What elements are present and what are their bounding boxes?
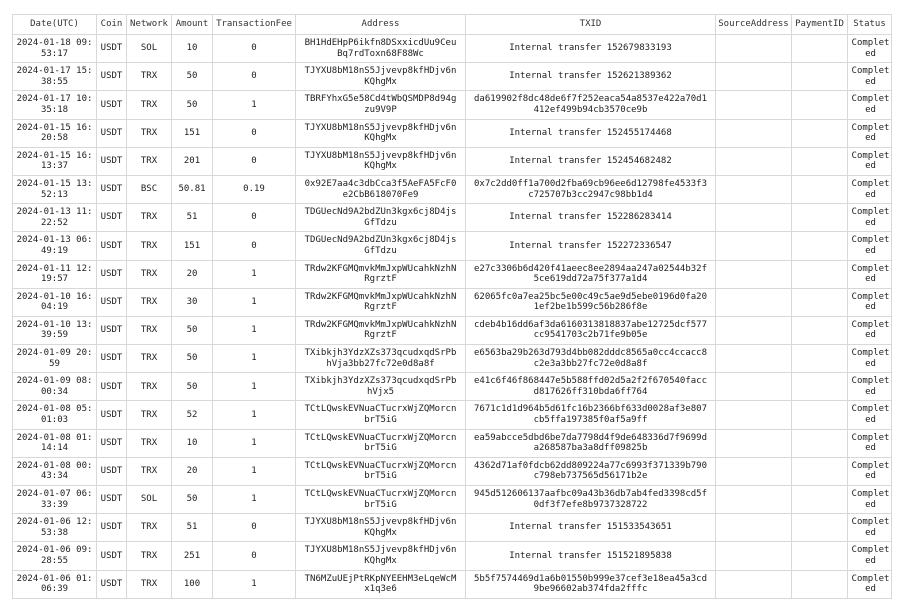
cell-date: 2024-01-18 09:53:17: [13, 35, 97, 63]
cell-network: TRX: [127, 147, 172, 175]
col-status: Status: [848, 15, 892, 35]
col-transaction-fee: TransactionFee: [213, 15, 296, 35]
cell-source-address: [716, 91, 792, 119]
cell-date: 2024-01-13 06:49:19: [13, 232, 97, 260]
cell-txid: Internal transfer 152286283414: [466, 204, 716, 232]
cell-address: BH1HdEHpP6ikfn8DSxxicdUu9CeuBq7rdToxn68F88Wc: [296, 35, 466, 63]
cell-fee: 0: [213, 542, 296, 570]
cell-fee: 1: [213, 401, 296, 429]
cell-txid: Internal transfer 151521895838: [466, 542, 716, 570]
cell-date: 2024-01-08 05:01:03: [13, 401, 97, 429]
cell-payment-id: [792, 457, 848, 485]
cell-date: 2024-01-15 13:52:13: [13, 175, 97, 203]
cell-source-address: [716, 147, 792, 175]
cell-address: TBRFYhxG5e58Cd4tWbQSMDP8d94gzu9V9P: [296, 91, 466, 119]
table-header: [13, 15, 892, 35]
cell-status: Completed: [848, 288, 892, 316]
col-date: Date(UTC): [13, 15, 97, 35]
cell-payment-id: [792, 542, 848, 570]
cell-address: TRdw2KFGMQmvkMmJxpWUcahkNzhNRgrztF: [296, 288, 466, 316]
cell-status: Completed: [848, 260, 892, 288]
cell-date: 2024-01-06 01:06:39: [13, 570, 97, 598]
cell-payment-id: [792, 514, 848, 542]
cell-network: TRX: [127, 63, 172, 91]
col-address: Address: [296, 15, 466, 35]
cell-date: 2024-01-15 16:13:37: [13, 147, 97, 175]
cell-source-address: [716, 373, 792, 401]
cell-date: 2024-01-10 13:39:59: [13, 316, 97, 344]
cell-address: TCtLQwskEVNuaCTucrxWjZQMorcnbrT5iG: [296, 401, 466, 429]
cell-amount: 10: [172, 429, 213, 457]
cell-fee: 0: [213, 204, 296, 232]
cell-amount: 30: [172, 288, 213, 316]
cell-status: Completed: [848, 35, 892, 63]
cell-address: TXibkjh3YdzXZs373qcudxqdSrPbhVja3bb27fc72e0d8a8f: [296, 345, 466, 373]
cell-address: TXibkjh3YdzXZs373qcudxqdSrPbhVjx5: [296, 373, 466, 401]
cell-txid: e6563ba29b263d793d4bb082dddc8565a0cc4ccacc8c2e3a3bb27fc72e0d8a8f: [466, 345, 716, 373]
cell-coin: USDT: [97, 147, 127, 175]
cell-date: 2024-01-07 06:33:39: [13, 486, 97, 514]
cell-payment-id: [792, 288, 848, 316]
cell-txid: Internal transfer 152621389362: [466, 63, 716, 91]
cell-amount: 50: [172, 373, 213, 401]
cell-status: Completed: [848, 63, 892, 91]
cell-coin: USDT: [97, 119, 127, 147]
cell-payment-id: [792, 345, 848, 373]
cell-address: TJYXU8bM18nS5Jjvevp8kfHDjv6nKQhgMx: [296, 514, 466, 542]
cell-coin: USDT: [97, 373, 127, 401]
cell-address: TJYXU8bM18nS5Jjvevp8kfHDjv6nKQhgMx: [296, 119, 466, 147]
cell-address: TJYXU8bM18nS5Jjvevp8kfHDjv6nKQhgMx: [296, 542, 466, 570]
cell-txid: 945d512606137aafbc09a43b36db7ab4fed3398cd5f0df3f7efe8b9737328722: [466, 486, 716, 514]
cell-address: 0x92E7aa4c3dbCca3f5AeFA5FcF0e2CbB618070Fe9: [296, 175, 466, 203]
cell-amount: 20: [172, 260, 213, 288]
cell-txid: 4362d71af0fdcb62dd809224a77c6993f371339b790c798eb737565d56171b2e: [466, 457, 716, 485]
table-row: [13, 401, 892, 429]
cell-status: Completed: [848, 232, 892, 260]
cell-network: SOL: [127, 35, 172, 63]
cell-date: 2024-01-10 16:04:19: [13, 288, 97, 316]
cell-status: Completed: [848, 91, 892, 119]
table-body: [13, 35, 892, 599]
col-txid: TXID: [466, 15, 716, 35]
cell-coin: USDT: [97, 514, 127, 542]
table-row: [13, 457, 892, 485]
cell-fee: 1: [213, 260, 296, 288]
cell-txid: Internal transfer 152455174468: [466, 119, 716, 147]
cell-address: TCtLQwskEVNuaCTucrxWjZQMorcnbrT5iG: [296, 457, 466, 485]
cell-fee: 1: [213, 373, 296, 401]
cell-date: 2024-01-15 16:20:58: [13, 119, 97, 147]
cell-source-address: [716, 35, 792, 63]
cell-payment-id: [792, 119, 848, 147]
cell-fee: 0: [213, 63, 296, 91]
col-payment-id: PaymentID: [792, 15, 848, 35]
table-row: [13, 514, 892, 542]
table-row: [13, 345, 892, 373]
cell-address: TN6MZuUEjPtRKpNYEEHM3eLqeWcMx1q3e6: [296, 570, 466, 598]
cell-status: Completed: [848, 401, 892, 429]
cell-address: TRdw2KFGMQmvkMmJxpWUcahkNzhNRgrztF: [296, 316, 466, 344]
cell-amount: 100: [172, 570, 213, 598]
cell-network: BSC: [127, 175, 172, 203]
table-row: [13, 147, 892, 175]
cell-network: TRX: [127, 260, 172, 288]
cell-status: Completed: [848, 429, 892, 457]
cell-address: TJYXU8bM18nS5Jjvevp8kfHDjv6nKQhgMx: [296, 147, 466, 175]
cell-network: TRX: [127, 429, 172, 457]
cell-coin: USDT: [97, 63, 127, 91]
table-row: [13, 119, 892, 147]
cell-source-address: [716, 232, 792, 260]
cell-txid: da619902f8dc48de6f7f252eaca54a8537e422a70d1412ef499b94cb3570ce9b: [466, 91, 716, 119]
cell-coin: USDT: [97, 316, 127, 344]
cell-coin: USDT: [97, 175, 127, 203]
cell-payment-id: [792, 147, 848, 175]
cell-coin: USDT: [97, 542, 127, 570]
table-row: [13, 260, 892, 288]
cell-amount: 50: [172, 316, 213, 344]
cell-fee: 1: [213, 91, 296, 119]
cell-txid: Internal transfer 152679833193: [466, 35, 716, 63]
cell-coin: USDT: [97, 35, 127, 63]
cell-source-address: [716, 288, 792, 316]
cell-status: Completed: [848, 119, 892, 147]
cell-status: Completed: [848, 457, 892, 485]
cell-source-address: [716, 175, 792, 203]
cell-address: TRdw2KFGMQmvkMmJxpWUcahkNzhNRgrztF: [296, 260, 466, 288]
cell-source-address: [716, 260, 792, 288]
cell-txid: 7671c1d1d964b5d61fc16b2366bf633d0028af3e807cb5ffa197385f0af5a9ff: [466, 401, 716, 429]
cell-amount: 51: [172, 204, 213, 232]
cell-amount: 201: [172, 147, 213, 175]
withdrawal-history: [12, 14, 892, 599]
cell-txid: 0x7c2dd0ff1a700d2fba69cb96ee6d12798fe4533f3c725707b3cc2947c98bb1d4: [466, 175, 716, 203]
cell-payment-id: [792, 204, 848, 232]
cell-source-address: [716, 401, 792, 429]
cell-coin: USDT: [97, 345, 127, 373]
cell-source-address: [716, 429, 792, 457]
cell-source-address: [716, 63, 792, 91]
cell-source-address: [716, 457, 792, 485]
cell-network: TRX: [127, 345, 172, 373]
cell-network: TRX: [127, 401, 172, 429]
cell-coin: USDT: [97, 429, 127, 457]
col-coin: Coin: [97, 15, 127, 35]
cell-network: TRX: [127, 91, 172, 119]
cell-payment-id: [792, 401, 848, 429]
col-source-address: SourceAddress: [716, 15, 792, 35]
cell-amount: 151: [172, 232, 213, 260]
cell-fee: 0: [213, 147, 296, 175]
cell-coin: USDT: [97, 232, 127, 260]
cell-source-address: [716, 119, 792, 147]
cell-address: TCtLQwskEVNuaCTucrxWjZQMorcnbrT5iG: [296, 486, 466, 514]
transaction-table: [12, 14, 892, 599]
cell-amount: 52: [172, 401, 213, 429]
table-row: [13, 63, 892, 91]
cell-coin: USDT: [97, 570, 127, 598]
cell-status: Completed: [848, 345, 892, 373]
cell-address: TDGUecNd9A2bdZUn3kgx6cj8D4jsGfTdzu: [296, 204, 466, 232]
cell-date: 2024-01-09 08:00:34: [13, 373, 97, 401]
cell-source-address: [716, 204, 792, 232]
cell-payment-id: [792, 91, 848, 119]
cell-date: 2024-01-06 12:53:38: [13, 514, 97, 542]
cell-address: TJYXU8bM18nS5Jjvevp8kfHDjv6nKQhgMx: [296, 63, 466, 91]
cell-amount: 50: [172, 486, 213, 514]
cell-payment-id: [792, 486, 848, 514]
cell-fee: 0: [213, 514, 296, 542]
cell-payment-id: [792, 175, 848, 203]
cell-network: TRX: [127, 373, 172, 401]
cell-date: 2024-01-09 20:59: [13, 345, 97, 373]
cell-coin: USDT: [97, 204, 127, 232]
cell-network: TRX: [127, 542, 172, 570]
cell-date: 2024-01-13 11:22:52: [13, 204, 97, 232]
cell-fee: 1: [213, 288, 296, 316]
table-row: [13, 316, 892, 344]
cell-txid: 62065fc0a7ea25bc5e00c49c5ae9d5ebe0196d0fa201ef2be1b599c56b286f8e: [466, 288, 716, 316]
cell-date: 2024-01-06 09:28:55: [13, 542, 97, 570]
cell-network: TRX: [127, 288, 172, 316]
cell-coin: USDT: [97, 288, 127, 316]
cell-status: Completed: [848, 316, 892, 344]
cell-source-address: [716, 570, 792, 598]
cell-txid: ea59abcce5dbd6be7da7798d4f9de648336d7f9699da268587ba3a8dff09825b: [466, 429, 716, 457]
cell-payment-id: [792, 429, 848, 457]
cell-coin: USDT: [97, 260, 127, 288]
cell-fee: 0: [213, 35, 296, 63]
cell-date: 2024-01-17 15:38:55: [13, 63, 97, 91]
cell-network: SOL: [127, 486, 172, 514]
cell-date: 2024-01-08 01:14:14: [13, 429, 97, 457]
table-row: [13, 542, 892, 570]
cell-amount: 50.81: [172, 175, 213, 203]
cell-status: Completed: [848, 514, 892, 542]
cell-txid: cdeb4b16dd6af3da6160313818837abe12725dcf577cc9541703c2b71fe9b05e: [466, 316, 716, 344]
cell-source-address: [716, 514, 792, 542]
table-row: [13, 91, 892, 119]
cell-txid: 5b5f7574469d1a6b01550b999e37cef3e18ea45a3cd9be96602ab374fda2fffc: [466, 570, 716, 598]
cell-status: Completed: [848, 175, 892, 203]
cell-amount: 50: [172, 91, 213, 119]
cell-coin: USDT: [97, 486, 127, 514]
table-row: [13, 232, 892, 260]
cell-address: TDGUecNd9A2bdZUn3kgx6cj8D4jsGfTdzu: [296, 232, 466, 260]
cell-fee: 1: [213, 345, 296, 373]
cell-date: 2024-01-08 00:43:34: [13, 457, 97, 485]
cell-txid: Internal transfer 152272336547: [466, 232, 716, 260]
cell-payment-id: [792, 35, 848, 63]
cell-source-address: [716, 316, 792, 344]
cell-network: TRX: [127, 570, 172, 598]
cell-status: Completed: [848, 570, 892, 598]
cell-amount: 251: [172, 542, 213, 570]
cell-status: Completed: [848, 373, 892, 401]
cell-payment-id: [792, 232, 848, 260]
cell-fee: 1: [213, 486, 296, 514]
cell-date: 2024-01-11 12:19:57: [13, 260, 97, 288]
cell-network: TRX: [127, 514, 172, 542]
cell-network: TRX: [127, 204, 172, 232]
cell-txid: e27c3306b6d420f41aeec8ee2894aa247a02544b32f5ce619dd72a75f377a1d4: [466, 260, 716, 288]
cell-txid: Internal transfer 152454682482: [466, 147, 716, 175]
cell-coin: USDT: [97, 401, 127, 429]
cell-fee: 1: [213, 457, 296, 485]
cell-amount: 51: [172, 514, 213, 542]
cell-txid: Internal transfer 151533543651: [466, 514, 716, 542]
cell-status: Completed: [848, 486, 892, 514]
cell-payment-id: [792, 63, 848, 91]
table-row: [13, 288, 892, 316]
table-row: [13, 429, 892, 457]
cell-network: TRX: [127, 316, 172, 344]
col-amount: Amount: [172, 15, 213, 35]
cell-txid: e41c6f46f868447e5b588ffd02d5a2f2f670540faccd817626ff310bda6ff764: [466, 373, 716, 401]
table-row: [13, 204, 892, 232]
cell-fee: 1: [213, 570, 296, 598]
cell-payment-id: [792, 570, 848, 598]
cell-coin: USDT: [97, 457, 127, 485]
table-row: [13, 35, 892, 63]
cell-amount: 50: [172, 63, 213, 91]
header-row: [13, 15, 892, 35]
cell-network: TRX: [127, 457, 172, 485]
table-row: [13, 486, 892, 514]
cell-source-address: [716, 486, 792, 514]
col-network: Network: [127, 15, 172, 35]
cell-network: TRX: [127, 232, 172, 260]
cell-status: Completed: [848, 204, 892, 232]
cell-fee: 1: [213, 316, 296, 344]
cell-fee: 0.19: [213, 175, 296, 203]
cell-status: Completed: [848, 147, 892, 175]
cell-payment-id: [792, 373, 848, 401]
cell-address: TCtLQwskEVNuaCTucrxWjZQMorcnbrT5iG: [296, 429, 466, 457]
cell-fee: 0: [213, 232, 296, 260]
table-row: [13, 570, 892, 598]
cell-amount: 151: [172, 119, 213, 147]
cell-payment-id: [792, 260, 848, 288]
cell-fee: 0: [213, 119, 296, 147]
cell-amount: 10: [172, 35, 213, 63]
cell-status: Completed: [848, 542, 892, 570]
cell-source-address: [716, 542, 792, 570]
cell-amount: 20: [172, 457, 213, 485]
table-row: [13, 373, 892, 401]
cell-source-address: [716, 345, 792, 373]
cell-amount: 50: [172, 345, 213, 373]
cell-fee: 1: [213, 429, 296, 457]
cell-network: TRX: [127, 119, 172, 147]
cell-coin: USDT: [97, 91, 127, 119]
cell-payment-id: [792, 316, 848, 344]
cell-date: 2024-01-17 10:35:18: [13, 91, 97, 119]
table-row: [13, 175, 892, 203]
